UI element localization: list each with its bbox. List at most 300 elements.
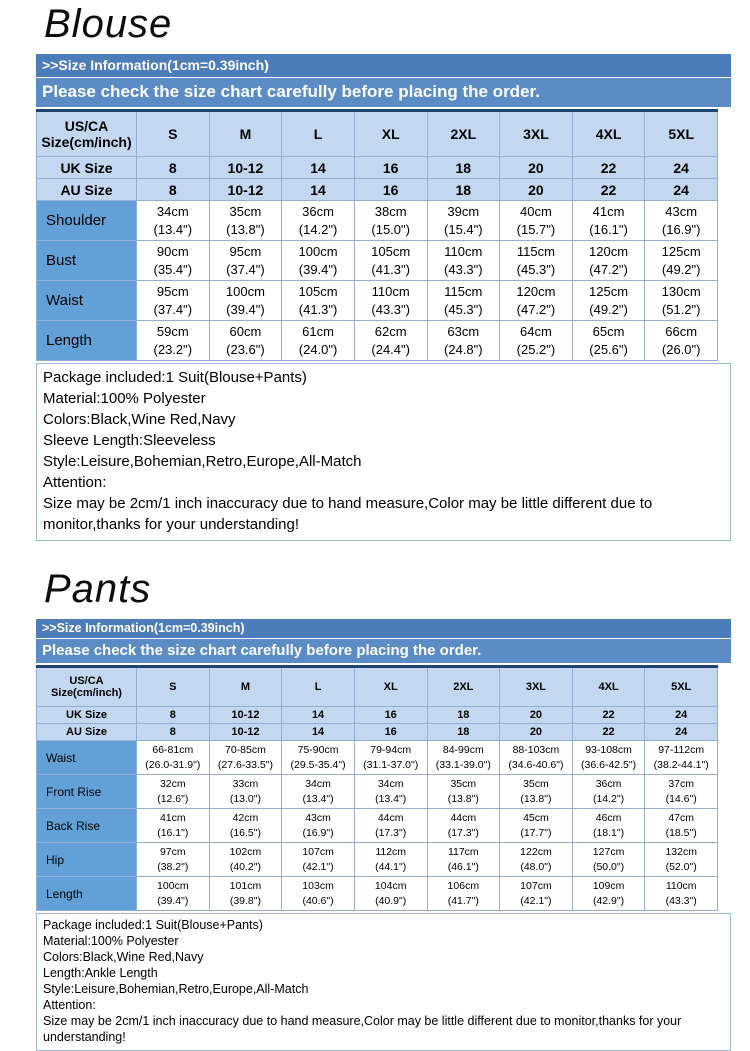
size-value-cell: 8: [137, 724, 210, 741]
measure-value-cell: [572, 241, 645, 281]
measure-value-cell: [282, 281, 355, 321]
size-value-cell: 22: [572, 707, 645, 724]
value-inch: (46.1"): [447, 860, 479, 873]
value-cm: 125cm: [589, 283, 629, 299]
value-inch: (41.7"): [447, 894, 479, 907]
value-cm: 110cm: [444, 243, 483, 259]
size-value-cell: 10-12: [209, 707, 282, 724]
value-inch: (51.2"): [661, 301, 701, 317]
value-cm: 102cm: [229, 846, 262, 859]
measure-value-cell: [137, 321, 210, 361]
value-cm: 105cm: [298, 283, 338, 299]
value-inch: (39.4"): [226, 301, 265, 317]
value-inch: (37.4"): [226, 261, 265, 277]
value-inch: (16.1"): [589, 221, 628, 237]
value-cm: 103cm: [302, 880, 334, 893]
value-cm: 44cm: [450, 812, 477, 825]
value-cm: 120cm: [589, 243, 629, 259]
detail-line: Attention:: [43, 998, 96, 1012]
detail-line: Package included:1 Suit(Blouse+Pants): [43, 369, 307, 386]
measure-label-cell: Length: [37, 321, 137, 361]
measure-value-cell: [137, 809, 210, 843]
size-header-cell: 5XL: [645, 111, 718, 157]
value-cm: 79-94cm: [370, 744, 412, 757]
value-inch: (42.9"): [592, 894, 625, 907]
value-inch: (43.3"): [444, 261, 483, 277]
value-inch: (15.7"): [516, 221, 556, 237]
detail-line: Style:Leisure,Bohemian,Retro,Europe,All-Match: [43, 982, 309, 996]
measure-value-cell: [209, 809, 282, 843]
measure-value-cell: [354, 843, 427, 877]
value-inch: (16.5"): [229, 826, 262, 839]
size-row: [37, 179, 718, 201]
measure-value-cell: [282, 877, 355, 911]
value-cm: 75-90cm: [297, 744, 339, 757]
value-inch: (14.6"): [665, 792, 697, 805]
value-inch: (35.4"): [153, 261, 193, 277]
size-header-cell: L: [282, 667, 355, 707]
measure-value-cell: [645, 741, 718, 775]
value-inch: (27.6-33.5"): [217, 758, 273, 771]
value-cm: 112cm: [375, 846, 407, 859]
measure-row: [37, 321, 718, 361]
value-inch: (25.2"): [516, 341, 556, 357]
value-inch: (14.2"): [592, 792, 625, 805]
value-cm: 115cm: [444, 283, 483, 299]
measure-value-cell: [572, 809, 645, 843]
value-inch: (44.1"): [375, 860, 407, 873]
value-inch: (13.4"): [302, 792, 334, 805]
value-cm: 100cm: [298, 243, 338, 259]
measure-value-cell: [137, 843, 210, 877]
value-cm: 35cm: [450, 778, 477, 791]
value-cm: 84-99cm: [442, 744, 484, 757]
pants-section-title: Pants: [44, 567, 152, 611]
measure-value-cell: [500, 241, 573, 281]
value-inch: (26.0-31.9"): [145, 758, 201, 771]
measure-value-cell: [354, 877, 427, 911]
size-value-cell: 24: [645, 707, 718, 724]
value-cm: 63cm: [447, 323, 480, 339]
size-header-cell: 3XL: [500, 111, 573, 157]
value-inch: (24.4"): [371, 341, 410, 357]
value-cm: 40cm: [520, 203, 552, 219]
value-inch: (31.1-37.0"): [363, 758, 419, 771]
measure-value-cell: [500, 775, 573, 809]
measure-value-cell: [427, 281, 500, 321]
value-cm: 125cm: [661, 243, 701, 259]
value-cm: 109cm: [592, 880, 625, 893]
size-value-cell: 24: [645, 724, 718, 741]
measure-value-cell: [209, 741, 282, 775]
size-value-cell: 22: [572, 179, 645, 201]
value-cm: 122cm: [520, 846, 552, 859]
measure-label-cell: Back Rise: [37, 809, 137, 843]
value-inch: (13.8"): [226, 221, 265, 237]
size-header-cell: S: [137, 111, 210, 157]
measure-value-cell: [137, 877, 210, 911]
value-cm: 47cm: [668, 812, 695, 825]
measure-value-cell: [645, 201, 718, 241]
value-cm: 106cm: [447, 880, 480, 893]
measure-value-cell: [645, 321, 718, 361]
measure-value-cell: [572, 775, 645, 809]
measure-value-cell: [354, 241, 427, 281]
pants-size-info-bar: >>Size Information(1cm=0.39inch): [36, 619, 731, 638]
value-inch: (15.0"): [371, 221, 410, 237]
size-value-cell: 10-12: [209, 724, 282, 741]
size-value-cell: 24: [645, 179, 718, 201]
value-inch: (52.0"): [665, 860, 697, 873]
value-inch: (17.7"): [520, 826, 552, 839]
measure-value-cell: [209, 877, 282, 911]
size-value-cell: 16: [354, 707, 427, 724]
size-value-cell: 24: [645, 157, 718, 179]
measure-value-cell: [209, 281, 282, 321]
value-cm: 64cm: [520, 323, 552, 339]
value-cm: 95cm: [156, 283, 189, 299]
value-cm: 105cm: [371, 243, 411, 259]
value-inch: (39.8"): [229, 894, 262, 907]
measure-value-cell: [572, 843, 645, 877]
measure-value-cell: [645, 281, 718, 321]
size-row-label: UK Size: [37, 707, 137, 724]
value-inch: (39.4"): [298, 261, 338, 277]
measure-label-cell: Shoulder: [37, 201, 137, 241]
measure-value-cell: [282, 321, 355, 361]
measure-label-cell: Length: [37, 877, 137, 911]
value-cm: 34cm: [305, 778, 331, 791]
measure-value-cell: [427, 321, 500, 361]
measure-value-cell: [209, 241, 282, 281]
measure-value-cell: [500, 809, 573, 843]
measure-value-cell: [500, 321, 573, 361]
value-cm: 117cm: [447, 846, 479, 859]
corner-header-cell: US/CA Size(cm/inch): [37, 111, 137, 157]
value-inch: (23.6"): [226, 341, 265, 357]
measure-row: [37, 877, 718, 911]
measure-value-cell: [427, 241, 500, 281]
value-inch: (26.0"): [661, 341, 701, 357]
value-cm: 93-108cm: [585, 744, 632, 757]
value-inch: (24.0"): [298, 341, 338, 357]
value-cm: 66-81cm: [152, 744, 194, 757]
value-inch: (29.5-35.4"): [290, 758, 346, 771]
value-inch: (45.3"): [444, 301, 483, 317]
value-cm: 100cm: [157, 880, 189, 893]
value-inch: (37.4"): [153, 301, 193, 317]
size-row-label: UK Size: [37, 157, 137, 179]
value-inch: (14.2"): [298, 221, 338, 237]
measure-value-cell: [209, 201, 282, 241]
value-cm: 34cm: [377, 778, 404, 791]
value-inch: (45.3"): [516, 261, 556, 277]
detail-line: Colors:Black,Wine Red,Navy: [43, 411, 236, 428]
value-inch: (17.3"): [447, 826, 479, 839]
measure-value-cell: [427, 843, 500, 877]
detail-line: Package included:1 Suit(Blouse+Pants): [43, 918, 263, 932]
detail-line: Attention:: [43, 474, 107, 491]
value-cm: 65cm: [592, 323, 625, 339]
value-cm: 127cm: [592, 846, 625, 859]
value-cm: 32cm: [159, 778, 186, 791]
value-cm: 90cm: [156, 243, 189, 259]
size-row: [37, 157, 718, 179]
value-inch: (38.2"): [157, 860, 189, 873]
value-inch: (38.2-44.1"): [653, 758, 709, 771]
measure-row: [37, 201, 718, 241]
value-inch: (34.6-40.6"): [508, 758, 564, 771]
measure-row: [37, 741, 718, 775]
detail-line: Material:100% Polyester: [43, 390, 206, 407]
value-inch: (48.0"): [520, 860, 552, 873]
measure-value-cell: [427, 201, 500, 241]
measure-value-cell: [427, 775, 500, 809]
value-cm: 120cm: [516, 283, 556, 299]
measure-value-cell: [282, 241, 355, 281]
detail-line: Style:Leisure,Bohemian,Retro,Europe,All-Match: [43, 453, 362, 470]
measure-value-cell: [427, 877, 500, 911]
value-inch: (40.6"): [302, 894, 334, 907]
value-inch: (18.5"): [665, 826, 697, 839]
corner-header-cell: US/CA Size(cm/inch): [37, 667, 137, 707]
table-header-row: [37, 667, 718, 707]
measure-value-cell: [572, 741, 645, 775]
value-cm: 37cm: [668, 778, 695, 791]
measure-value-cell: [282, 741, 355, 775]
measure-value-cell: [427, 741, 500, 775]
value-inch: (16.9"): [661, 221, 701, 237]
size-value-cell: 22: [572, 157, 645, 179]
value-cm: 36cm: [595, 778, 622, 791]
measure-label-cell: Front Rise: [37, 775, 137, 809]
size-value-cell: 14: [282, 179, 355, 201]
value-cm: 39cm: [447, 203, 480, 219]
value-cm: 107cm: [520, 880, 552, 893]
value-inch: (50.0"): [592, 860, 625, 873]
value-inch: (16.9"): [302, 826, 334, 839]
value-inch: (15.4"): [444, 221, 483, 237]
size-value-cell: 8: [137, 179, 210, 201]
value-inch: (41.3"): [371, 261, 410, 277]
measure-value-cell: [572, 201, 645, 241]
size-chart-page: [0, 2, 750, 1051]
value-inch: (43.3"): [665, 894, 697, 907]
measure-value-cell: [137, 201, 210, 241]
detail-line: Material:100% Polyester: [43, 934, 179, 948]
value-inch: (16.1"): [157, 826, 189, 839]
value-cm: 107cm: [302, 846, 334, 859]
value-inch: (33.1-39.0"): [435, 758, 491, 771]
value-cm: 110cm: [371, 283, 410, 299]
value-inch: (39.4"): [157, 894, 189, 907]
value-cm: 38cm: [374, 203, 407, 219]
size-value-cell: 18: [427, 707, 500, 724]
measure-value-cell: [354, 775, 427, 809]
measure-value-cell: [500, 201, 573, 241]
value-inch: (47.2"): [589, 261, 628, 277]
value-inch: (36.6-42.5"): [581, 758, 637, 771]
measure-value-cell: [645, 809, 718, 843]
value-cm: 41cm: [592, 203, 625, 219]
size-value-cell: 10-12: [209, 157, 282, 179]
measure-value-cell: [137, 741, 210, 775]
size-value-cell: 20: [500, 707, 573, 724]
value-inch: (42.1"): [520, 894, 552, 907]
value-cm: 132cm: [665, 846, 697, 859]
value-cm: 70-85cm: [225, 744, 266, 757]
value-cm: 60cm: [229, 323, 262, 339]
measure-value-cell: [354, 809, 427, 843]
size-row-label: AU Size: [37, 724, 137, 741]
value-inch: (23.2"): [153, 341, 193, 357]
value-inch: (13.8"): [520, 792, 552, 805]
size-value-cell: 16: [354, 724, 427, 741]
measure-value-cell: [572, 321, 645, 361]
value-inch: (43.3"): [371, 301, 410, 317]
table-header-row: [37, 111, 718, 157]
size-header-cell: 2XL: [427, 667, 500, 707]
measure-label-cell: Waist: [37, 741, 137, 775]
measure-value-cell: [282, 775, 355, 809]
value-cm: 110cm: [665, 880, 697, 893]
size-value-cell: 14: [282, 707, 355, 724]
pants-details-box: [36, 913, 731, 1051]
size-value-cell: 18: [427, 724, 500, 741]
detail-line: Colors:Black,Wine Red,Navy: [43, 950, 204, 964]
value-cm: 34cm: [156, 203, 189, 219]
value-cm: 97cm: [159, 846, 186, 859]
size-header-cell: XL: [354, 667, 427, 707]
measure-value-cell: [500, 741, 573, 775]
value-inch: (13.8"): [447, 792, 479, 805]
measure-value-cell: [645, 241, 718, 281]
value-inch: (13.0"): [229, 792, 262, 805]
measure-value-cell: [137, 775, 210, 809]
measure-value-cell: [282, 809, 355, 843]
blouse-notice-bar: Please check the size chart carefully before placing the order.: [36, 78, 731, 107]
value-cm: 115cm: [516, 243, 555, 259]
pants-notice-bar: Please check the size chart carefully before placing the order.: [36, 639, 731, 663]
value-inch: (24.8"): [444, 341, 483, 357]
measure-value-cell: [500, 843, 573, 877]
value-cm: 35cm: [229, 203, 262, 219]
measure-value-cell: [137, 281, 210, 321]
size-header-cell: 4XL: [572, 667, 645, 707]
size-value-cell: 20: [500, 724, 573, 741]
size-row-label: AU Size: [37, 179, 137, 201]
size-value-cell: 8: [137, 707, 210, 724]
value-cm: 45cm: [523, 812, 549, 825]
measure-label-cell: Waist: [37, 281, 137, 321]
measure-value-cell: [645, 843, 718, 877]
value-cm: 101cm: [229, 880, 262, 893]
value-inch: (47.2"): [516, 301, 556, 317]
measure-value-cell: [354, 281, 427, 321]
value-cm: 100cm: [225, 283, 265, 299]
value-cm: 43cm: [665, 203, 698, 219]
value-cm: 43cm: [305, 812, 331, 825]
measure-row: [37, 775, 718, 809]
value-cm: 66cm: [665, 323, 698, 339]
size-header-cell: M: [209, 111, 282, 157]
measure-value-cell: [209, 321, 282, 361]
value-inch: (41.3"): [298, 301, 338, 317]
size-header-cell: L: [282, 111, 355, 157]
value-cm: 33cm: [232, 778, 259, 791]
detail-line: Sleeve Length:Sleeveless: [43, 432, 216, 449]
measure-value-cell: [572, 281, 645, 321]
measure-value-cell: [645, 877, 718, 911]
value-cm: 46cm: [595, 812, 622, 825]
value-cm: 130cm: [661, 283, 701, 299]
measure-value-cell: [354, 741, 427, 775]
measure-row: [37, 809, 718, 843]
value-inch: (13.4"): [375, 792, 407, 805]
value-inch: (40.9"): [375, 894, 407, 907]
value-cm: 36cm: [302, 203, 334, 219]
size-value-cell: 14: [282, 724, 355, 741]
pants-section: [0, 567, 750, 1051]
value-inch: (13.4"): [153, 221, 193, 237]
detail-line: Length:Ankle Length: [43, 966, 158, 980]
measure-row: [37, 241, 718, 281]
value-inch: (49.2"): [661, 261, 701, 277]
size-row: [37, 707, 718, 724]
size-header-cell: XL: [354, 111, 427, 157]
value-cm: 104cm: [374, 880, 407, 893]
size-header-cell: 3XL: [500, 667, 573, 707]
measure-value-cell: [354, 321, 427, 361]
size-value-cell: 18: [427, 179, 500, 201]
measure-label-cell: Bust: [37, 241, 137, 281]
measure-value-cell: [645, 775, 718, 809]
value-cm: 88-103cm: [512, 744, 560, 757]
value-inch: (25.6"): [589, 341, 628, 357]
measure-row: [37, 281, 718, 321]
size-value-cell: 22: [572, 724, 645, 741]
measure-value-cell: [572, 877, 645, 911]
size-header-cell: 2XL: [427, 111, 500, 157]
blouse-size-info-bar: >>Size Information(1cm=0.39inch): [36, 54, 731, 77]
detail-line: Size may be 2cm/1 inch inaccuracy due to hand measure,Color may be little different due to monitor,thanks for your understanding!: [43, 1014, 682, 1044]
value-cm: 44cm: [377, 812, 404, 825]
detail-line: Size may be 2cm/1 inch inaccuracy due to hand measure,Color may be little different due to monitor,thanks for your understanding!: [43, 495, 653, 533]
measure-label-cell: Hip: [37, 843, 137, 877]
value-inch: (18.1"): [592, 826, 625, 839]
measure-value-cell: [427, 809, 500, 843]
value-cm: 41cm: [159, 812, 186, 825]
blouse-section: [0, 2, 750, 541]
size-value-cell: 16: [354, 157, 427, 179]
size-row: [37, 724, 718, 741]
value-inch: (17.3"): [375, 826, 407, 839]
measure-value-cell: [354, 201, 427, 241]
blouse-section-title: Blouse: [44, 2, 173, 46]
measure-value-cell: [209, 775, 282, 809]
size-value-cell: 14: [282, 157, 355, 179]
pants-size-table: [36, 665, 718, 911]
value-inch: (12.6"): [157, 792, 189, 805]
blouse-size-table: [36, 109, 718, 361]
measure-value-cell: [500, 281, 573, 321]
size-header-cell: M: [209, 667, 282, 707]
measure-value-cell: [500, 877, 573, 911]
size-value-cell: 8: [137, 157, 210, 179]
value-cm: 62cm: [374, 323, 407, 339]
size-header-cell: 5XL: [645, 667, 718, 707]
value-cm: 42cm: [232, 812, 259, 825]
